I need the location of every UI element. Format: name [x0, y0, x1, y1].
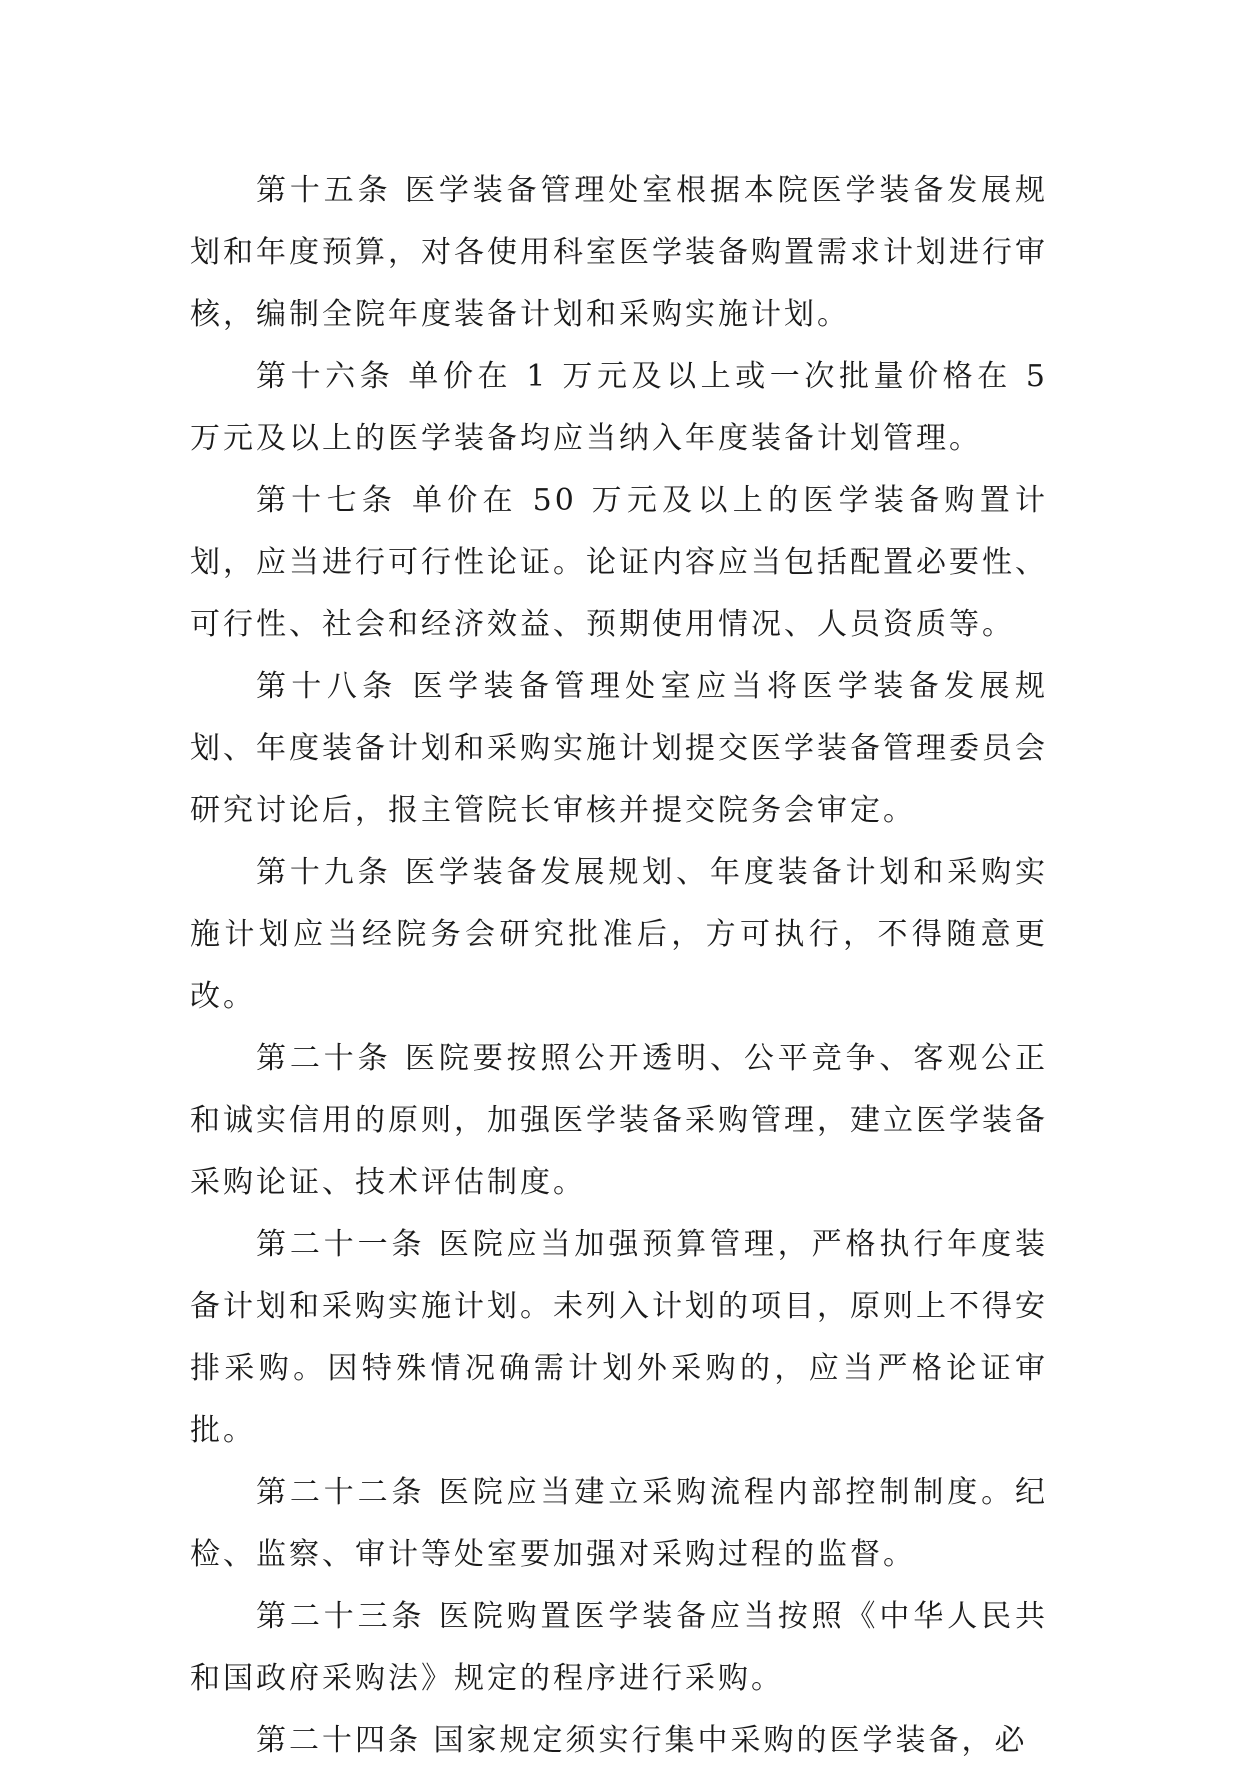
article-23-paragraph: 第二十三条 医院购置医学装备应当按照《中华人民共和国政府采购法》规定的程序进行采购。	[190, 1599, 1048, 1696]
article-15-paragraph: 第十五条 医学装备管理处室根据本院医学装备发展规划和年度预算，对各使用科室医学装备购置需求计划进行审核，编制全院年度装备计划和采购实施计划。	[190, 173, 1048, 332]
article-21-paragraph: 第二十一条 医院应当加强预算管理，严格执行年度装备计划和采购实施计划。未列入计划的项目，原则上不得安排采购。因特殊情况确需计划外采购的，应当严格论证审批。	[190, 1227, 1048, 1448]
article-22-paragraph: 第二十二条 医院应当建立采购流程内部控制制度。纪检、监察、审计等处室要加强对采购过程的监督。	[190, 1475, 1048, 1572]
article-24-paragraph: 第二十四条 国家规定须实行集中采购的医学装备，必	[256, 1723, 1028, 1758]
document-body	[190, 160, 1048, 1772]
article-18-paragraph: 第十八条 医学装备管理处室应当将医学装备发展规划、年度装备计划和采购实施计划提交医学装备管理委员会研究讨论后，报主管院长审核并提交院务会审定。	[190, 669, 1048, 828]
article-20-paragraph: 第二十条 医院要按照公开透明、公平竞争、客观公正和诚实信用的原则，加强医学装备采购管理，建立医学装备采购论证、技术评估制度。	[190, 1041, 1048, 1200]
article-16-paragraph: 第十六条 单价在 1 万元及以上或一次批量价格在 5 万元及以上的医学装备均应当纳入年度装备计划管理。	[190, 359, 1048, 456]
article-19-paragraph: 第十九条 医学装备发展规划、年度装备计划和采购实施计划应当经院务会研究批准后，方可执行，不得随意更改。	[190, 855, 1048, 1014]
article-17-paragraph: 第十七条 单价在 50 万元及以上的医学装备购置计划，应当进行可行性论证。论证内容应当包括配置必要性、可行性、社会和经济效益、预期使用情况、人员资质等。	[190, 483, 1048, 642]
